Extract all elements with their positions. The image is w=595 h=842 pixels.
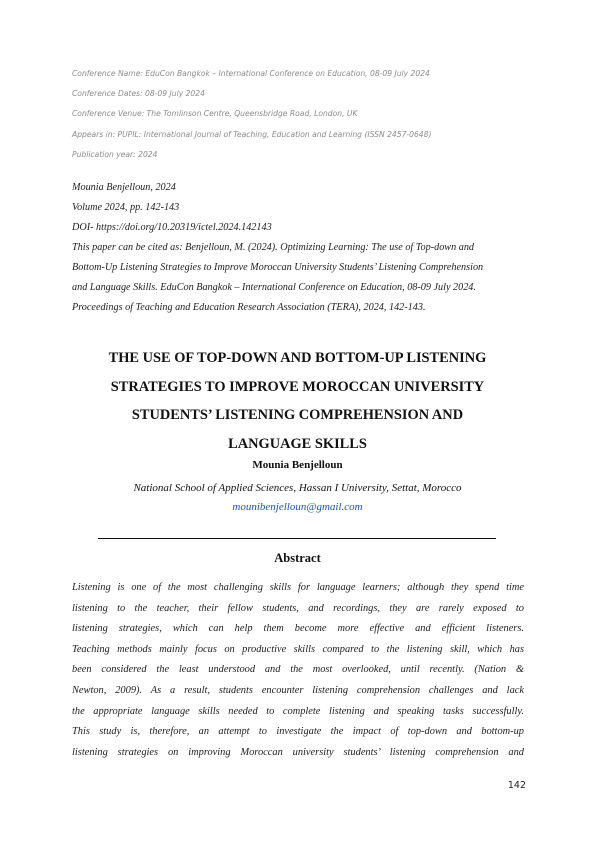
citation-line: Proceedings of Teaching and Education Research Association (TERA), 2024, 142-143. [72, 302, 426, 313]
conference-info [72, 64, 532, 165]
paper-title [60, 344, 535, 458]
abstract-line: Teaching methods mainly focus on productive skills compared to the listening skill, which has [72, 643, 524, 655]
title-line: STRATEGIES TO IMPROVE MOROCCAN UNIVERSITY [110, 378, 485, 395]
conference-name: Conference Name: EduCon Bangkok – International Conference on Education, 08-09 July 2024 [72, 69, 430, 78]
abstract-line: This study is, therefore, an attempt to investigate the impact of top-down and bottom-up [72, 726, 524, 738]
divider-line [98, 538, 496, 539]
title-line: LANGUAGE SKILLS [228, 435, 367, 452]
abstract-line: listening strategies on improving Moroccan university students’ listening comprehension and [72, 746, 524, 758]
author-email-link[interactable]: mounibenjelloun@gmail.com [232, 501, 363, 513]
abstract-line: Newton, 2009). As a result, students encounter listening comprehension challenges and lack [72, 684, 524, 696]
appears-in: Appears in: PUPIL: International Journal of Teaching, Education and Learning (ISSN 2457-0648) [72, 129, 432, 139]
citation-doi[interactable]: DOI- https://doi.org/10.20319/ictel.2024.142143 [72, 222, 272, 233]
publication-year: Publication year: 2024 [72, 149, 158, 159]
abstract-line: listening strategies, which can help them become more effective and efficient listeners. [72, 623, 524, 635]
conference-venue: Conference Venue: The Tomlinson Centre, Queensbridge Road, London, UK [72, 109, 358, 119]
author-affiliation: National School of Applied Sciences, Hassan I University, Settat, Morocco [133, 482, 462, 494]
author-name: Mounia Benjelloun [252, 459, 343, 471]
abstract-line: Listening is one of the most challenging skills for language learners; although they spend time [72, 582, 524, 593]
citation-volume: Volume 2024, pp. 142-143 [72, 202, 180, 213]
title-line: THE USE OF TOP-DOWN AND BOTTOM-UP LISTENING [108, 350, 487, 366]
citation-block [72, 178, 527, 318]
citation-line: and Language Skills. EduCon Bangkok – International Conference on Education, 08-09 July 2024. [72, 282, 476, 293]
citation-line: This paper can be cited as: Benjelloun, M. (2024). Optimizing Learning: The use of Top-down and [72, 242, 475, 253]
title-line: STUDENTS’ LISTENING COMPREHENSION AND [131, 407, 464, 423]
citation-author-year: Mounia Benjelloun, 2024 [72, 182, 176, 193]
conference-dates: Conference Dates: 08-09 July 2024 [72, 89, 205, 99]
abstract-body [72, 578, 524, 763]
abstract-line: the appropriate language skills needed to complete listening and speaking tasks successfully. [72, 705, 524, 717]
citation-line: Bottom-Up Listening Strategies to Improve Moroccan University Students’ Listening Comprehension [72, 262, 484, 273]
abstract-line: been considered the least understood and the most overlooked, until recently. (Nation & [72, 664, 524, 676]
abstract-heading: Abstract [274, 551, 321, 565]
page-number: 142 [507, 780, 526, 791]
abstract-line: listening to the teacher, their fellow students, and recordings, they are rarely exposed to [72, 602, 524, 614]
